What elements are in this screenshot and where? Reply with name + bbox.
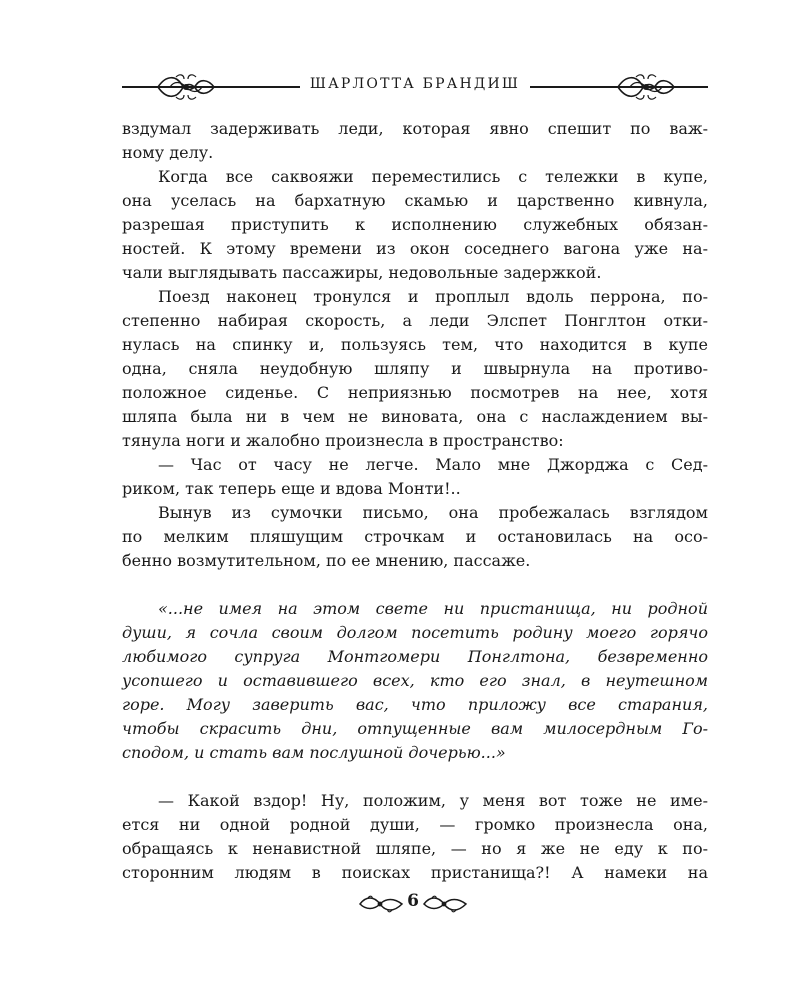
- footer-ornament-right-icon: [422, 894, 468, 914]
- text-line: — Час от часу не легче. Мало мне Джорджа с Сед-: [158, 455, 708, 474]
- text-line: риком, так теперь еще и вдова Монти!..: [122, 479, 461, 498]
- text-line: она уселась на бархатную скамью и царственно кивнула,: [122, 191, 708, 210]
- text-line: степенно набирая скорость, а леди Элспет Понглтон отки-: [122, 311, 708, 330]
- paragraph: [122, 165, 708, 285]
- paragraph-gap: [122, 573, 708, 597]
- page-body: [122, 117, 708, 885]
- text-line: нулась на спинку и, пользуясь тем, что находится в купе: [122, 335, 708, 354]
- text-line: ется ни одной родной души, — громко произнесла она,: [122, 815, 708, 834]
- text-line: — Какой вздор! Ну, положим, у меня вот тоже не име-: [158, 791, 708, 810]
- text-line: любимого супруга Монтгомери Понглтона, безвременно: [122, 647, 708, 666]
- text-line: сторонним людям в поисках пристанища?! А намеки на: [122, 863, 708, 882]
- page-number: 6: [407, 891, 419, 911]
- paragraph-continued: [122, 117, 708, 165]
- text-line: Поезд наконец тронулся и проплыл вдоль перрона, по-: [158, 287, 708, 306]
- text-line: вздумал задерживать леди, которая явно спешит по важ-: [122, 119, 708, 138]
- text-line: бенно возмутительном, по ее мнению, пассаже.: [122, 551, 531, 570]
- text-line: чтобы скрасить дни, отпущенные вам милосердным Го-: [122, 719, 708, 738]
- letter-quote: [122, 597, 708, 765]
- paragraph: [122, 285, 708, 453]
- paragraph-dialogue: [122, 789, 708, 885]
- text-line: обращаясь к ненавистной шляпе, — но я же не еду к по-: [122, 839, 708, 858]
- paragraph-dialogue: [122, 453, 708, 501]
- text-line: сподом, и стать вам послушной дочерью...»: [122, 743, 506, 762]
- text-line: горе. Могу заверить вас, что приложу все старания,: [122, 695, 708, 714]
- page-footer: [350, 888, 476, 918]
- text-line: души, я сочла своим долгом посетить родину моего горячо: [122, 623, 708, 642]
- text-line: «...не имея на этом свете ни пристанища, ни родной: [158, 599, 708, 618]
- footer-ornament-left-icon: [358, 894, 404, 914]
- text-line: шляпа была ни в чем не виновата, она с наслаждением вы-: [122, 407, 708, 426]
- text-line: усопшего и оставившего всех, кто его знал, в неутешном: [122, 671, 708, 690]
- text-line: разрешая приступить к исполнению служебных обязан-: [122, 215, 708, 234]
- text-line: ному делу.: [122, 143, 214, 162]
- header-ornament-left-icon: [156, 71, 216, 103]
- text-line: Когда все саквояжи переместились с тележки в купе,: [158, 167, 708, 186]
- running-header: [122, 66, 708, 108]
- running-title: ШАРЛОТТА БРАНДИШ: [309, 76, 521, 92]
- text-line: Вынув из сумочки письмо, она пробежалась взглядом: [158, 503, 708, 522]
- paragraph-gap: [122, 765, 708, 789]
- text-line: тянула ноги и жалобно произнесла в пространство:: [122, 431, 564, 450]
- text-line: ностей. К этому времени из окон соседнего вагона уже на-: [122, 239, 708, 258]
- text-line: по мелким пляшущим строчкам и остановилась на осо-: [122, 527, 708, 546]
- text-line: чали выглядывать пассажиры, недовольные задержкой.: [122, 263, 602, 282]
- text-line: одна, сняла неудобную шляпу и швырнула на противо-: [122, 359, 708, 378]
- text-line: положное сиденье. С неприязнью посмотрев на нее, хотя: [122, 383, 708, 402]
- paragraph: [122, 501, 708, 573]
- header-rule-right: [530, 86, 708, 88]
